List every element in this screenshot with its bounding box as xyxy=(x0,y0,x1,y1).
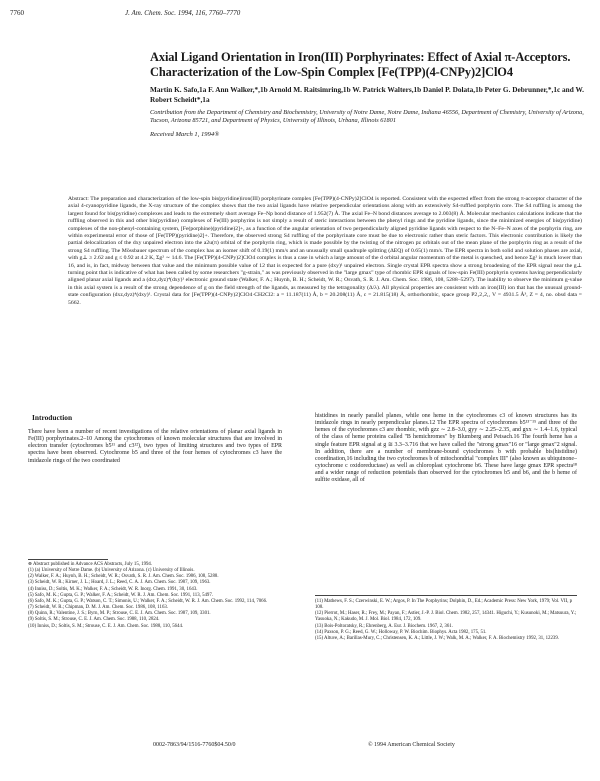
footnote: (3) Scheidt, W. R.; Kirner, J. L.; Hoard, J. L.; Reed, C. A. J. Am. Chem. Soc. 1987, 109, 1963. xyxy=(28,580,211,586)
footnote: (14) Paxson, P. G.; Reed, G. W.; Holloway, P. W. Biochim. Biophys. Acta 1982, 175, 51. xyxy=(315,629,487,635)
article-code: 0002-7863/94/1516-7760$04.50/0 xyxy=(153,742,236,748)
author-list: Martin K. Safo,1a F. Ann Walker,*,1b Arnold M. Raitsimring,1b W. Patrick Walters,1b Daniel P. Dolata,1b Peter G. Debrunner,*,1c and W. Robert Scheidt*,1a xyxy=(150,85,584,104)
footnote: (12) Pierrot, M.; Haser, R.; Frey, M.; Payan, F.; Astier, J.-P. J. Biol. Chem. 1982, 257, 14341. Higuchi, Y.; Kusunoki, M.; Matsuura, Y.; Yasuoka, N.; Kakudo, M. J. Mol. Biol. 1984, 172, 109. xyxy=(315,611,577,623)
footnote: ⊗ Abstract published in Advance ACS Abstracts, July 15, 1994. xyxy=(28,562,153,567)
footnotes-left xyxy=(28,562,282,630)
footnote-divider-left xyxy=(28,559,108,560)
title-block xyxy=(150,50,590,139)
abstract-text: The preparation and characterization of the low-spin bis(pyridine)iron(III) porphyrinate complex [Fe(TPP)(4-CNPy)2]ClO4 is reported. Consistent with the expected effect from the strong π-acceptor character of the axial 4-cyanopyridine ligands, the X-ray structure of the complex shows that the two axial ligands have relative perpendicular orientations along with an extensively S4-ruffled porphyrin core. The S4 ruffling is among the largest found for bis(pyridine) complexes and leads to the extremely short average Fe–Np bond distance of 1.952(7) Å. The axial Fe–N bond distances average to 2.003(8) Å. Molecular mechanics calculations indicate that the ruffling observed in this and other bis(pyridine) complexes of Fe(III) porphyrins is not simply a result of steric interactions between the phenyl rings and the pyridine ligands, since the minimized energies of bis(pyridine) complexes of the non-phenyl-containing system, [Fe(porphine)(pyridine)2]+, as a function of the angular orientation of two perpendicularly aligned pyridine ligands with respect to the N–Fe–N axes of the porphyrin ring, are within experimental error of those of [Fe(TPP)(pyridine)2]+. Therefore, the observed strong S4 ruffling of the porphyrinate core must be due to electronic rather than steric factors. This electronic contribution is likely the partial delocalization of the dxy unpaired electron into the a2u(π) orbital of the porphyrin ring, which is made possible by the twisting of the nitrogen pz orbitals out of the mean plane of the porphyrin ring as a result of the strong S4 ruffling. The Mössbauer spectrum of the complex has an isomer shift of 0.19(1) mm/s and an unusually small quadruple splitting (ΔEQ) of 0.65(1) mm/s. The EPR spectra in both solid and solution phases are axial, with g⊥ ≥ 2.62 and g ≤ 0.92 at 4.2 K, Σg² ∼ 14.6. The [Fe(TPP)(4-CNPy)2]ClO4 complex is thus a case in which a large amount of the d orbital angular momentum of the metal is quenched, and hence Σg² is much lower than 16, and is, in fact, midway between that value and the minimum possible value of 12 that is expected for a pure (dxy)¹ unpaired electron. Single crystal EPR spectra show a strong broadening of the EPR signal near the g⊥ turning point that is indicative of what has been called by some researchers "g-strain," as was previously observed in the "large gmax" type of rhombic EPR signals of low-spin Fe(III) porphyrin systems having perpendicularly aligned planar axial ligands and a (dxz,dyz)⁴(dxy)¹ electronic ground state (Walker, F. A.; Huynh, B. H.; Scheidt, W. R.; Osvath, S. R. J. Am. Chem. Soc. 1986, 108, 5288–5297). The inability to observe the minimum g-value in this axial system is a result of the strong dependence of g on the field strength of the ligands, as measured by the tetragonality (Δ/λ). All physical properties are consistent with an iron(III) ion that has the unusual ground-state configuration (dxz,dyz)⁴(dxy)¹. Crystal data for [Fe(TPP)(4-CNPy)2]ClO4·CH2Cl2: a = 11.187(11) Å, b = 20.208(11) Å, c = 21.815(18) Å, orthorhombic, space group P2₁2₁2₁, V = 4931.5 Å³, Z = 4, no. obsd data = 5662. xyxy=(68,196,582,306)
running-head xyxy=(10,8,590,18)
footnote: (4) Inniss, D.; Soltis, M. K.; Walker, F. A.; Scheidt, W. R. Inorg. Chem. 1991, 30, 1643. xyxy=(28,586,198,592)
footnote: (1) (a) University of Notre Dame. (b) University of Arizona. (c) University of Illinois. xyxy=(28,568,195,574)
copyright-notice: © 1994 American Chemical Society xyxy=(368,742,455,748)
footnote: (11) Mathews, F. S.; Czerwinski, E. W.; Argos, P. In The Porphyrins; Dolphin, D., Ed.; Academic Press: New York, 1979; Vol. VII, p 108. xyxy=(315,599,573,611)
introduction-paragraph: There have been a number of recent investigations of the relative orientations of planar axial ligands in Fe(III) porphyrinates.2–10 Among the cytochromes of known molecular structures that are involved in electron transfer (cytochromes b5¹¹ and c3¹²), two types of limiting structures and two types of EPR spectra have been observed. Cytochrome b5 and three of the four hemes of cytochromes c3 have the imidazole rings of the two coordinated xyxy=(28,429,282,464)
footnote: (6) Safo, M. K.; Gupta, G. P.; Watson, C. T.; Simonis, U.; Walker, F. A.; Scheidt, W. R. J. Am. Chem. Soc. 1992, 114, 7066. xyxy=(28,598,268,604)
footnote: (2) Walker, F. A.; Huynh, B. H.; Scheidt, W. R.; Osvath, S. R. J. Am. Chem. Soc. 1986, 108, 5288. xyxy=(28,574,219,580)
footnote: (13) Bois-Poltoratsky, R.; Ehrenberg, A. Eur. J. Biochem. 1967, 2, 361. xyxy=(315,623,453,629)
journal-citation: J. Am. Chem. Soc. 1994, 116, 7760–7770 xyxy=(125,9,241,17)
right-column xyxy=(315,413,577,485)
footnote: (5) Safo, M. K.; Gupta, G. P.; Walker, F. A.; Scheidt, W. R. J. Am. Chem. Soc. 1991, 113, 5497. xyxy=(28,592,213,598)
footnote: (10) Inniss, D.; Soltis, S. M.; Strouse, C. E. J. Am. Chem. Soc. 1988, 110, 5644. xyxy=(28,623,184,629)
footnote: (15) Altuve, A.; Barillas-Mury, C.; Christensen, K. A.; Little, J. W.; Walk, M. A.; Walker, F. A. Biochemistry 1992, 31, 12239. xyxy=(315,635,559,641)
abstract xyxy=(68,196,582,307)
section-heading-introduction: Introduction xyxy=(32,413,73,422)
footnote: (8) Quinn, R.; Valentine, J. S.; Byrn, M. P.; Strouse, C. E. J. Am. Chem. Soc. 1987, 109, 3301. xyxy=(28,611,211,617)
footnote: (7) Scheidt, W. R.; Chipman, D. M. J. Am. Chem. Soc. 1986, 108, 1163. xyxy=(28,605,169,611)
introduction-continued-paragraph: histidines in nearly parallel planes, while one heme in the cytochromes c3 of known structures has its imidazole rings in nearly perpendicular planes.12 The EPR spectra of cytochromes b5¹³⁻¹⁵ and three of the hemes of the cytochromes c3 are rhombic, with gzz ∼ 2.8–3.0, gyy ∼ 2.25–2.35, and gxx ∼ 1.4–1.6, typical of the class of heme proteins called "B hemichromes" by Blumberg and Peisach.16 The fourth heme has a single feature EPR signal at g ≅ 3.3–3.716 that we have called the "strong gmax"16 or "large gmax"2 signal. In addition, there are a number of membrane-bound cytochromes b with probable bis(histidine) coordination,16 including the two cytochromes b of mitochondrial "complex III" (also known as ubiquinone–cytochrome c oxidoreductase) as well as chloroplast cytochrome b6. These have large gmax EPR spectra¹⁸ and a wider range of reduction potentials than observed for the cytochromes b5 and b6, and the b heme of sulfite oxidase, all of xyxy=(315,413,577,484)
footnote-divider-right xyxy=(315,595,577,596)
abstract-label: Abstract: xyxy=(68,196,89,202)
footnotes-right xyxy=(315,599,577,642)
received-date: Received March 1, 1994® xyxy=(150,131,220,139)
affiliations: Contribution from the Department of Chemistry and Biochemistry, University of Notre Dame, Notre Dame, Indiana 46556, Department of Chemistry, University of Arizona, Tucson, Arizona 85721, and Department of Physics, University of Illinois, Urbana, Illinois 61801 xyxy=(150,109,584,125)
page-number: 7760 xyxy=(10,9,24,17)
article-title: Axial Ligand Orientation in Iron(III) Porphyrinates: Effect of Axial π-Acceptors. Characterization of the Low-Spin Complex [Fe(TPP)(4-CNPy)2]ClO4 xyxy=(150,50,571,79)
page-footer xyxy=(28,740,578,750)
footnote: (9) Soltis, S. M.; Strouse, C. E. J. Am. Chem. Soc. 1988, 110, 2824. xyxy=(28,617,160,623)
left-column xyxy=(28,413,282,465)
